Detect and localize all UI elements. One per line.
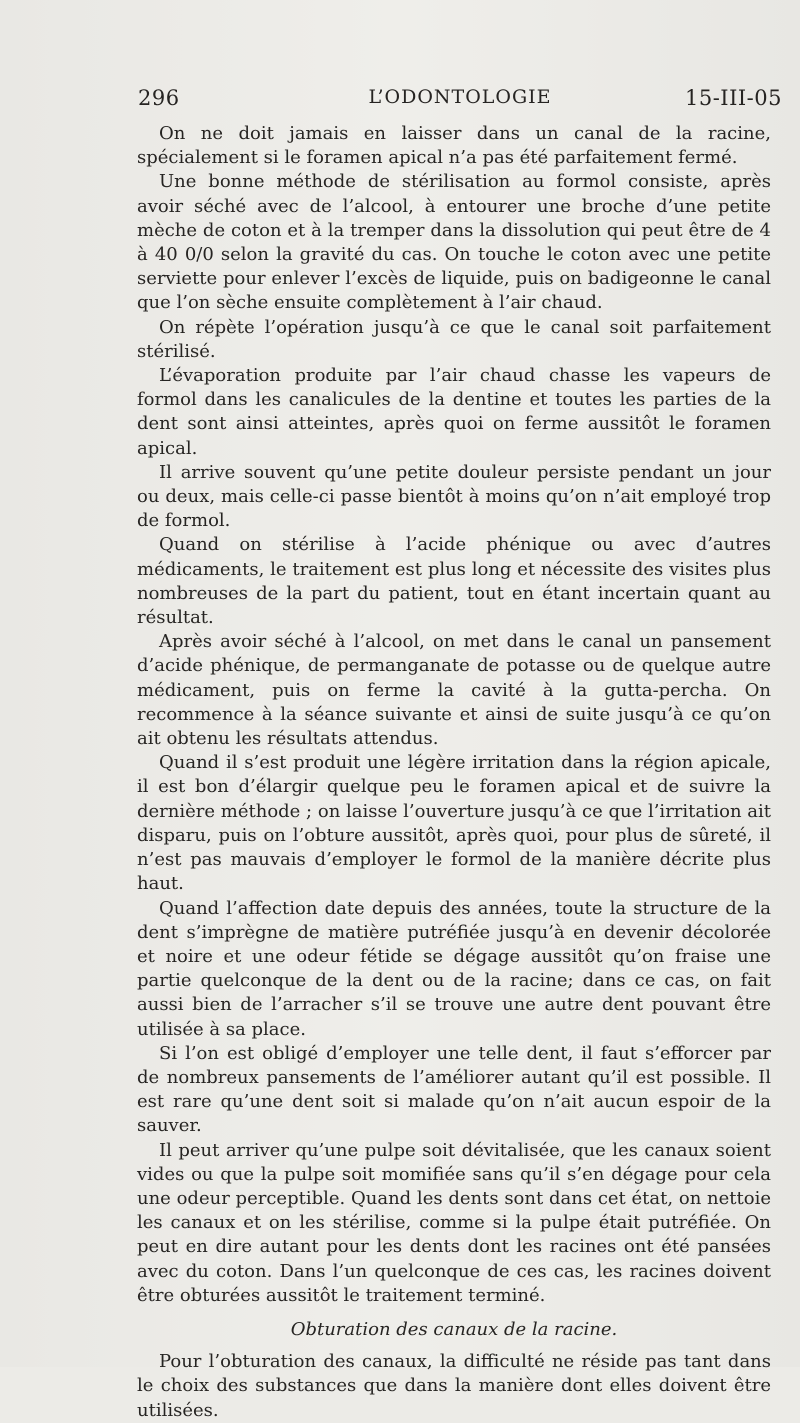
paragraph: Une bonne méthode de stérilisation au formol consiste, après avoir séché avec de l’alcool, à entourer une broche d’une petite mèche de coton et à la tremper dans la dissolution qui peut être de 4 à 40 0/0 selon la gravité du cas. On touche le coton avec une petite serviette pour enlever l’excès de liquide, puis on badigeonne le canal que l’on sèche ensuite complètement à l’air chaud.: [137, 171, 771, 314]
paragraph: Si l’on est obligé d’employer une telle dent, il faut s’efforcer par de nombreux pansements de l’améliorer autant qu’il est possible. Il est rare qu’une dent soit si malade qu’on n’ait aucun espoir de la sauver.: [137, 1042, 771, 1137]
paragraph: On ne doit jamais en laisser dans un canal de la racine, spécialement si le foramen apical n’a pas été parfaitement fermé.: [137, 123, 771, 169]
page-body: [137, 122, 771, 1423]
paragraph: Après avoir séché à l’alcool, on met dans le canal un pansement d’acide phénique, de permanganate de potasse ou de quelque autre médicament, puis on ferme la cavité à la gutta-percha. On recommence à la séance suivante et ainsi de suite jusqu’à ce qu’on ait obtenu les résultats attendus.: [137, 631, 771, 750]
paragraph: Pour l’obturation des canaux, la difficulté ne réside pas tant dans le choix des substances que dans la manière dont elles doivent être utilisées.: [137, 1351, 771, 1421]
page-number: 296: [138, 86, 180, 110]
paragraph: Quand il s’est produit une légère irritation dans la région apicale, il est bon d’élargir quelque peu le foramen apical et de suivre la dernière méthode ; on laisse l’ouverture jusqu’à ce que l’irritation ait disparu, puis on l’obture aussitôt, après quoi, pour plus de sûreté, il n’est pas mauvais d’employer le formol de la manière décrite plus haut.: [137, 752, 771, 895]
running-title: L’ODONTOLOGIE: [368, 86, 552, 108]
paragraph: Il arrive souvent qu’une petite douleur persiste pendant un jour ou deux, mais celle-ci passe bientôt à moins qu’on n’ait employé trop de formol.: [137, 461, 771, 532]
paragraph: Il peut arriver qu’une pulpe soit dévitalisée, que les canaux soient vides ou que la pulpe soit momifiée sans qu’il s’en dégage pour cela une odeur perceptible. Quand les dents sont dans cet état, on nettoie les canaux et on les stérilise, comme si la pulpe était putréfiée. On peut en dire autant pour les dents dont les racines ont été pansées avec du coton. Dans l’un quelconque de ces cas, les racines doivent être obturées aussitôt le traitement terminé.: [137, 1139, 771, 1306]
paragraph: Quand on stérilise à l’acide phénique ou avec d’autres médicaments, le traitement est plus long et nécessite des visites plus nombreuses de la part du patient, tout en étant incertain quant au résultat.: [137, 534, 771, 629]
paragraph: L’évaporation produite par l’air chaud chasse les vapeurs de formol dans les canalicules de la dentine et toutes les parties de la dent sont ainsi atteintes, après quoi on ferme aussitôt le foramen apical.: [137, 365, 771, 459]
paragraph: On répète l’opération jusqu’à ce que le canal soit parfaitement stérilisé.: [137, 316, 771, 362]
section-heading: Obturation des canaux de la racine.: [290, 1318, 618, 1340]
issue-date: 15-III-05: [684, 86, 782, 110]
running-header: [138, 86, 782, 116]
paragraph: Quand l’affection date depuis des années, toute la structure de la dent s’imprègne de matière putréfiée jusqu’à en devenir décolorée et noire et une odeur fétide se dégage aussitôt qu’on fraise une partie quelconque de la dent ou de la racine; dans ce cas, on fait aussi bien de l’arracher s’il se trouve une autre dent pouvant être utilisée à sa place.: [137, 897, 771, 1040]
